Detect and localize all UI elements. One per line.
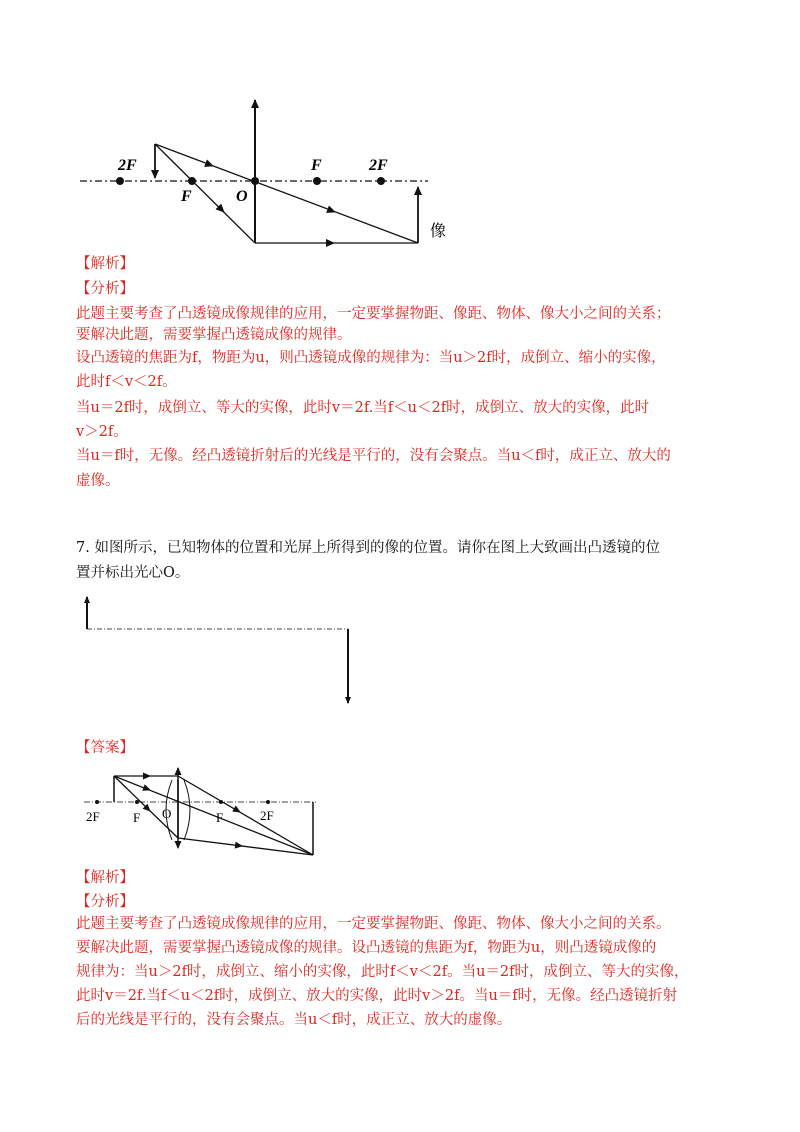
answer-label-o: O — [162, 806, 172, 821]
answer-label-2f-right: 2F — [260, 808, 274, 823]
fenxi-heading-2: 【分析】 — [76, 894, 134, 910]
answer-diagram — [0, 760, 800, 865]
analysis-1-line-6: v＞2f。 — [76, 424, 128, 440]
fenxi-heading-1: 【分析】 — [76, 281, 134, 297]
label-f-left: F — [181, 188, 192, 205]
analysis-2-line-1: 此题主要考查了凸透镜成像规律的应用，一定要掌握物距、像距、物体、像大小之间的关系。 — [76, 916, 671, 932]
analysis-1-line-8: 虚像。 — [76, 473, 120, 489]
point-o — [251, 177, 259, 185]
answer-label-f-left: F — [133, 810, 141, 825]
point-f-left — [188, 177, 196, 185]
point-2f-right — [377, 177, 385, 185]
analysis-2-line-4: 此时v＝2f.当f＜u＜2f时，成倒立、放大的实像，此时v＞2f。当u＝f时，无像。经凸透镜折射 — [76, 988, 678, 1004]
answer-label-2f-left: 2F — [86, 809, 100, 824]
analysis-1-line-7: 当u＝f时，无像。经凸透镜折射后的光线是平行的，没有会聚点。当u＜f时，成正立、放大的 — [76, 448, 671, 464]
jiexi-heading-2: 【解析】 — [76, 870, 134, 886]
jiexi-heading-1: 【解析】 — [76, 256, 134, 272]
analysis-1-line-3: 设凸透镜的焦距为f，物距为u，则凸透镜成像的规律为：当u＞2f时，成倒立、缩小的实像， — [76, 350, 666, 366]
point-f-right — [313, 177, 321, 185]
question-7-line-2: 置并标出光心O。 — [76, 565, 190, 581]
label-2f-right: 2F — [369, 157, 388, 174]
label-2f-left: 2F — [118, 157, 137, 174]
label-o: O — [236, 188, 248, 205]
ray-diagram-1 — [0, 0, 800, 260]
analysis-1-line-2: 要解决此题，需要掌握凸透镜成像的规律。 — [76, 327, 352, 343]
question-diagram — [0, 585, 800, 710]
analysis-1-line-5: 当u＝2f时，成倒立、等大的实像，此时v＝2f.当f＜u＜2f时，成倒立、放大的实像，此时 — [76, 400, 650, 416]
analysis-2-line-5: 后的光线是平行的，没有会聚点。当u＜f时，成正立、放大的虚像。 — [76, 1012, 512, 1028]
question-7-line-1: 7. 如图所示，已知物体的位置和光屏上所得到的像的位置。请你在图上大致画出凸透镜的位 — [76, 540, 660, 556]
answer-heading: 【答案】 — [76, 740, 134, 756]
label-f-right: F — [311, 157, 322, 174]
point-2f-left — [116, 177, 124, 185]
analysis-1-line-1: 此题主要考查了凸透镜成像规律的应用，一定要掌握物距、像距、物体、像大小之间的关系； — [76, 306, 671, 322]
analysis-2-line-3: 规律为：当u＞2f时，成倒立、缩小的实像，此时f＜v＜2f。当u＝2f时，成倒立、等大的实像， — [76, 964, 689, 980]
analysis-1-line-4: 此时f＜v＜2f。 — [76, 374, 177, 390]
label-image: 像 — [430, 223, 447, 240]
analysis-2-line-2: 要解决此题，需要掌握凸透镜成像的规律。设凸透镜的焦距为f，物距为u，则凸透镜成像的 — [76, 940, 657, 956]
answer-label-f-right: F — [216, 810, 224, 825]
